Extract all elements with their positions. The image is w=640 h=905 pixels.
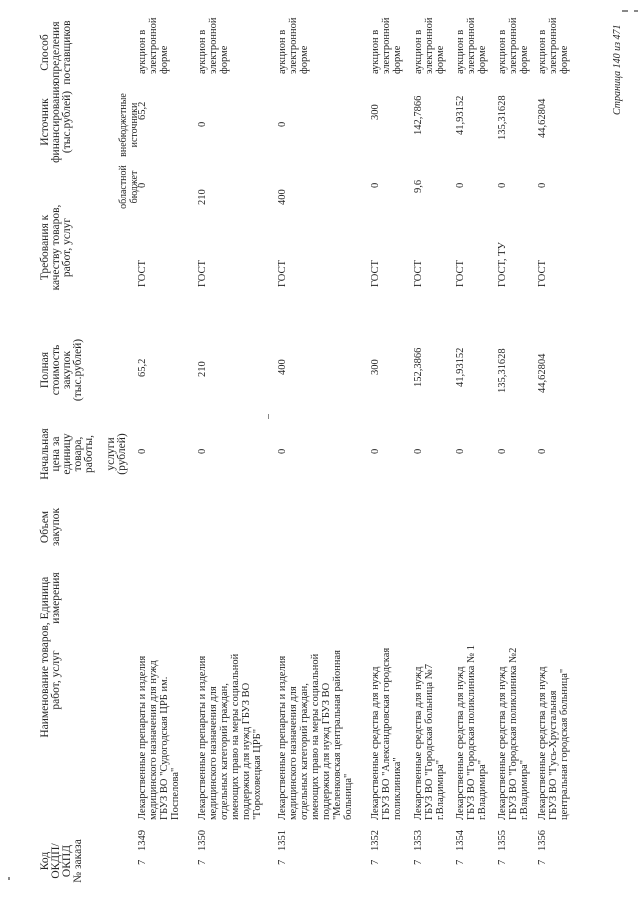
row-1354-req: ГОСТ bbox=[455, 260, 466, 287]
row-1354-method: аукцион в электронной форме bbox=[455, 17, 488, 74]
row-1351-total: 400 bbox=[277, 359, 288, 375]
row-1353-req: ГОСТ bbox=[413, 260, 424, 287]
row-1352-num: 1352 bbox=[370, 830, 381, 851]
row-1349-name: Лекарственные препараты и изделия медицинского назначения для нужд ГБУЗ ВО "Судогодская ЦРБ им. Поспелова" bbox=[137, 655, 181, 820]
row-1350-price: 0 bbox=[197, 448, 208, 454]
row-1356-req: ГОСТ bbox=[537, 260, 548, 287]
row-1352-code: 7 bbox=[370, 859, 381, 865]
row-1354-total: 41,93152 bbox=[455, 347, 466, 387]
row-1352-method: аукцион в электронной форме bbox=[370, 17, 403, 74]
row-1355-method: аукцион в электронной форме bbox=[497, 17, 530, 74]
row-1353-price: 0 bbox=[413, 448, 424, 454]
header-fund-extra: внебюджетные источники bbox=[118, 93, 140, 157]
row-1350-num: 1350 bbox=[197, 830, 208, 851]
header-method: Способ определения поставщиков bbox=[39, 20, 73, 85]
row-1350-regional: 210 bbox=[197, 189, 208, 205]
row-1353-regional: 9,6 bbox=[413, 179, 424, 193]
row-1355-price: 0 bbox=[497, 448, 508, 454]
header-requirements: Требования к качеству товаров, работ, услуг bbox=[39, 204, 73, 291]
row-1356-name: Лекарственные средства для нужд ГБУЗ ВО "Гусь-Хрустальная центральная городская больница" bbox=[537, 666, 570, 820]
row-1352-price: 0 bbox=[370, 448, 381, 454]
scan-mark bbox=[268, 414, 269, 419]
row-1351-method: аукцион в электронной форме bbox=[277, 17, 310, 74]
row-1349-method: аукцион в электронной форме bbox=[137, 17, 170, 74]
row-1355-name: Лекарственные средства для нужд ГБУЗ ВО "Городская поликлиника №2 г.Владимира" bbox=[497, 647, 530, 820]
row-1352-req: ГОСТ bbox=[370, 260, 381, 287]
header-fund-regional: областной бюджет bbox=[118, 165, 140, 209]
row-1355-extra: 135,31628 bbox=[497, 95, 508, 140]
row-1349-price: 0 bbox=[137, 448, 148, 454]
row-1355-num: 1355 bbox=[497, 830, 508, 851]
row-1353-extra: 142,7866 bbox=[413, 95, 424, 135]
row-1349-num: 1349 bbox=[137, 830, 148, 851]
row-1349-code: 7 bbox=[137, 859, 148, 865]
row-1353-total: 152,3866 bbox=[413, 347, 424, 387]
header-name: Наименование товаров, работ, услуг bbox=[39, 622, 62, 738]
header-code: Код ОКДП/ ОКПД № заказа bbox=[39, 839, 84, 883]
row-1350-name: Лекарственные препараты и изделия медицинского назначения для отдельных категорий граждан, имеющих право на меры социальной поддержки для нужд ГБУЗ ВО "Гороховецкая ЦРБ" bbox=[197, 653, 263, 820]
row-1351-code: 7 bbox=[277, 859, 288, 865]
row-1355-regional: 0 bbox=[497, 182, 508, 188]
row-1353-method: аукцион в электронной форме bbox=[413, 17, 446, 74]
row-1354-name: Лекарственные средства для нужд ГБУЗ ВО "Городская поликлиника № 1 г.Владимира" bbox=[455, 645, 488, 820]
header-price: Начальная цена за единицу товара, работы, услуги (рублей) bbox=[39, 428, 128, 480]
header-funding: Источник финансирования (тыс.рублей) bbox=[39, 81, 73, 163]
row-1353-num: 1353 bbox=[413, 830, 424, 851]
row-1356-method: аукцион в электронной форме bbox=[537, 17, 570, 74]
row-1350-total: 210 bbox=[197, 361, 208, 377]
scan-mark bbox=[8, 877, 10, 880]
row-1349-regional: 0 bbox=[137, 182, 148, 188]
row-1353-code: 7 bbox=[413, 859, 424, 865]
scan-mark bbox=[634, 10, 638, 12]
row-1354-code: 7 bbox=[455, 859, 466, 865]
row-1354-regional: 0 bbox=[455, 182, 466, 188]
row-1351-name: Лекарственные препараты и изделия медицинского назначения для отдельных категорий граждан, имеющих право на меры социальной поддержки для нужд ГБУЗ ВО "Меленковская центральная районная больница" bbox=[277, 650, 354, 820]
row-1356-price: 0 bbox=[537, 448, 548, 454]
row-1354-num: 1354 bbox=[455, 830, 466, 851]
row-1351-req: ГОСТ bbox=[277, 260, 288, 287]
row-1354-extra: 41,93152 bbox=[455, 95, 466, 135]
row-1356-num: 1356 bbox=[537, 830, 548, 851]
row-1351-price: 0 bbox=[277, 448, 288, 454]
header-volume: Объем закупок bbox=[39, 507, 62, 547]
row-1352-regional: 0 bbox=[370, 182, 381, 188]
row-1356-code: 7 bbox=[537, 859, 548, 865]
row-1352-extra: 300 bbox=[370, 104, 381, 120]
row-1355-code: 7 bbox=[497, 859, 508, 865]
page-number: Страница 140 из 471 bbox=[612, 24, 623, 115]
row-1356-total: 44,62804 bbox=[537, 353, 548, 393]
row-1351-extra: 0 bbox=[277, 121, 288, 127]
row-1352-total: 300 bbox=[370, 359, 381, 375]
scan-mark bbox=[622, 10, 628, 12]
row-1350-extra: 0 bbox=[197, 121, 208, 127]
row-1351-regional: 400 bbox=[277, 189, 288, 205]
row-1349-req: ГОСТ bbox=[137, 260, 148, 287]
row-1356-regional: 0 bbox=[537, 182, 548, 188]
header-total: Полная стоимость закупок (тыс.рублей) bbox=[39, 338, 84, 402]
row-1349-extra: 65,2 bbox=[137, 101, 148, 120]
row-1350-code: 7 bbox=[197, 859, 208, 865]
row-1349-total: 65,2 bbox=[137, 358, 148, 377]
row-1354-price: 0 bbox=[455, 448, 466, 454]
row-1355-req: ГОСТ, ТУ bbox=[497, 242, 508, 287]
row-1351-num: 1351 bbox=[277, 830, 288, 851]
row-1353-name: Лекарственные средства для нужд ГБУЗ ВО "Городская больница №7 г.Владимира" bbox=[413, 664, 446, 820]
row-1356-extra: 44,62804 bbox=[537, 98, 548, 138]
row-1350-method: аукцион в электронной форме bbox=[197, 17, 230, 74]
row-1355-total: 135,31628 bbox=[497, 348, 508, 393]
header-unit: Единица измерения bbox=[39, 572, 62, 624]
row-1350-req: ГОСТ bbox=[197, 260, 208, 287]
row-1352-name: Лекарственные средства для нужд ГБУЗ ВО "Александровская городская поликлиника" bbox=[370, 647, 403, 820]
